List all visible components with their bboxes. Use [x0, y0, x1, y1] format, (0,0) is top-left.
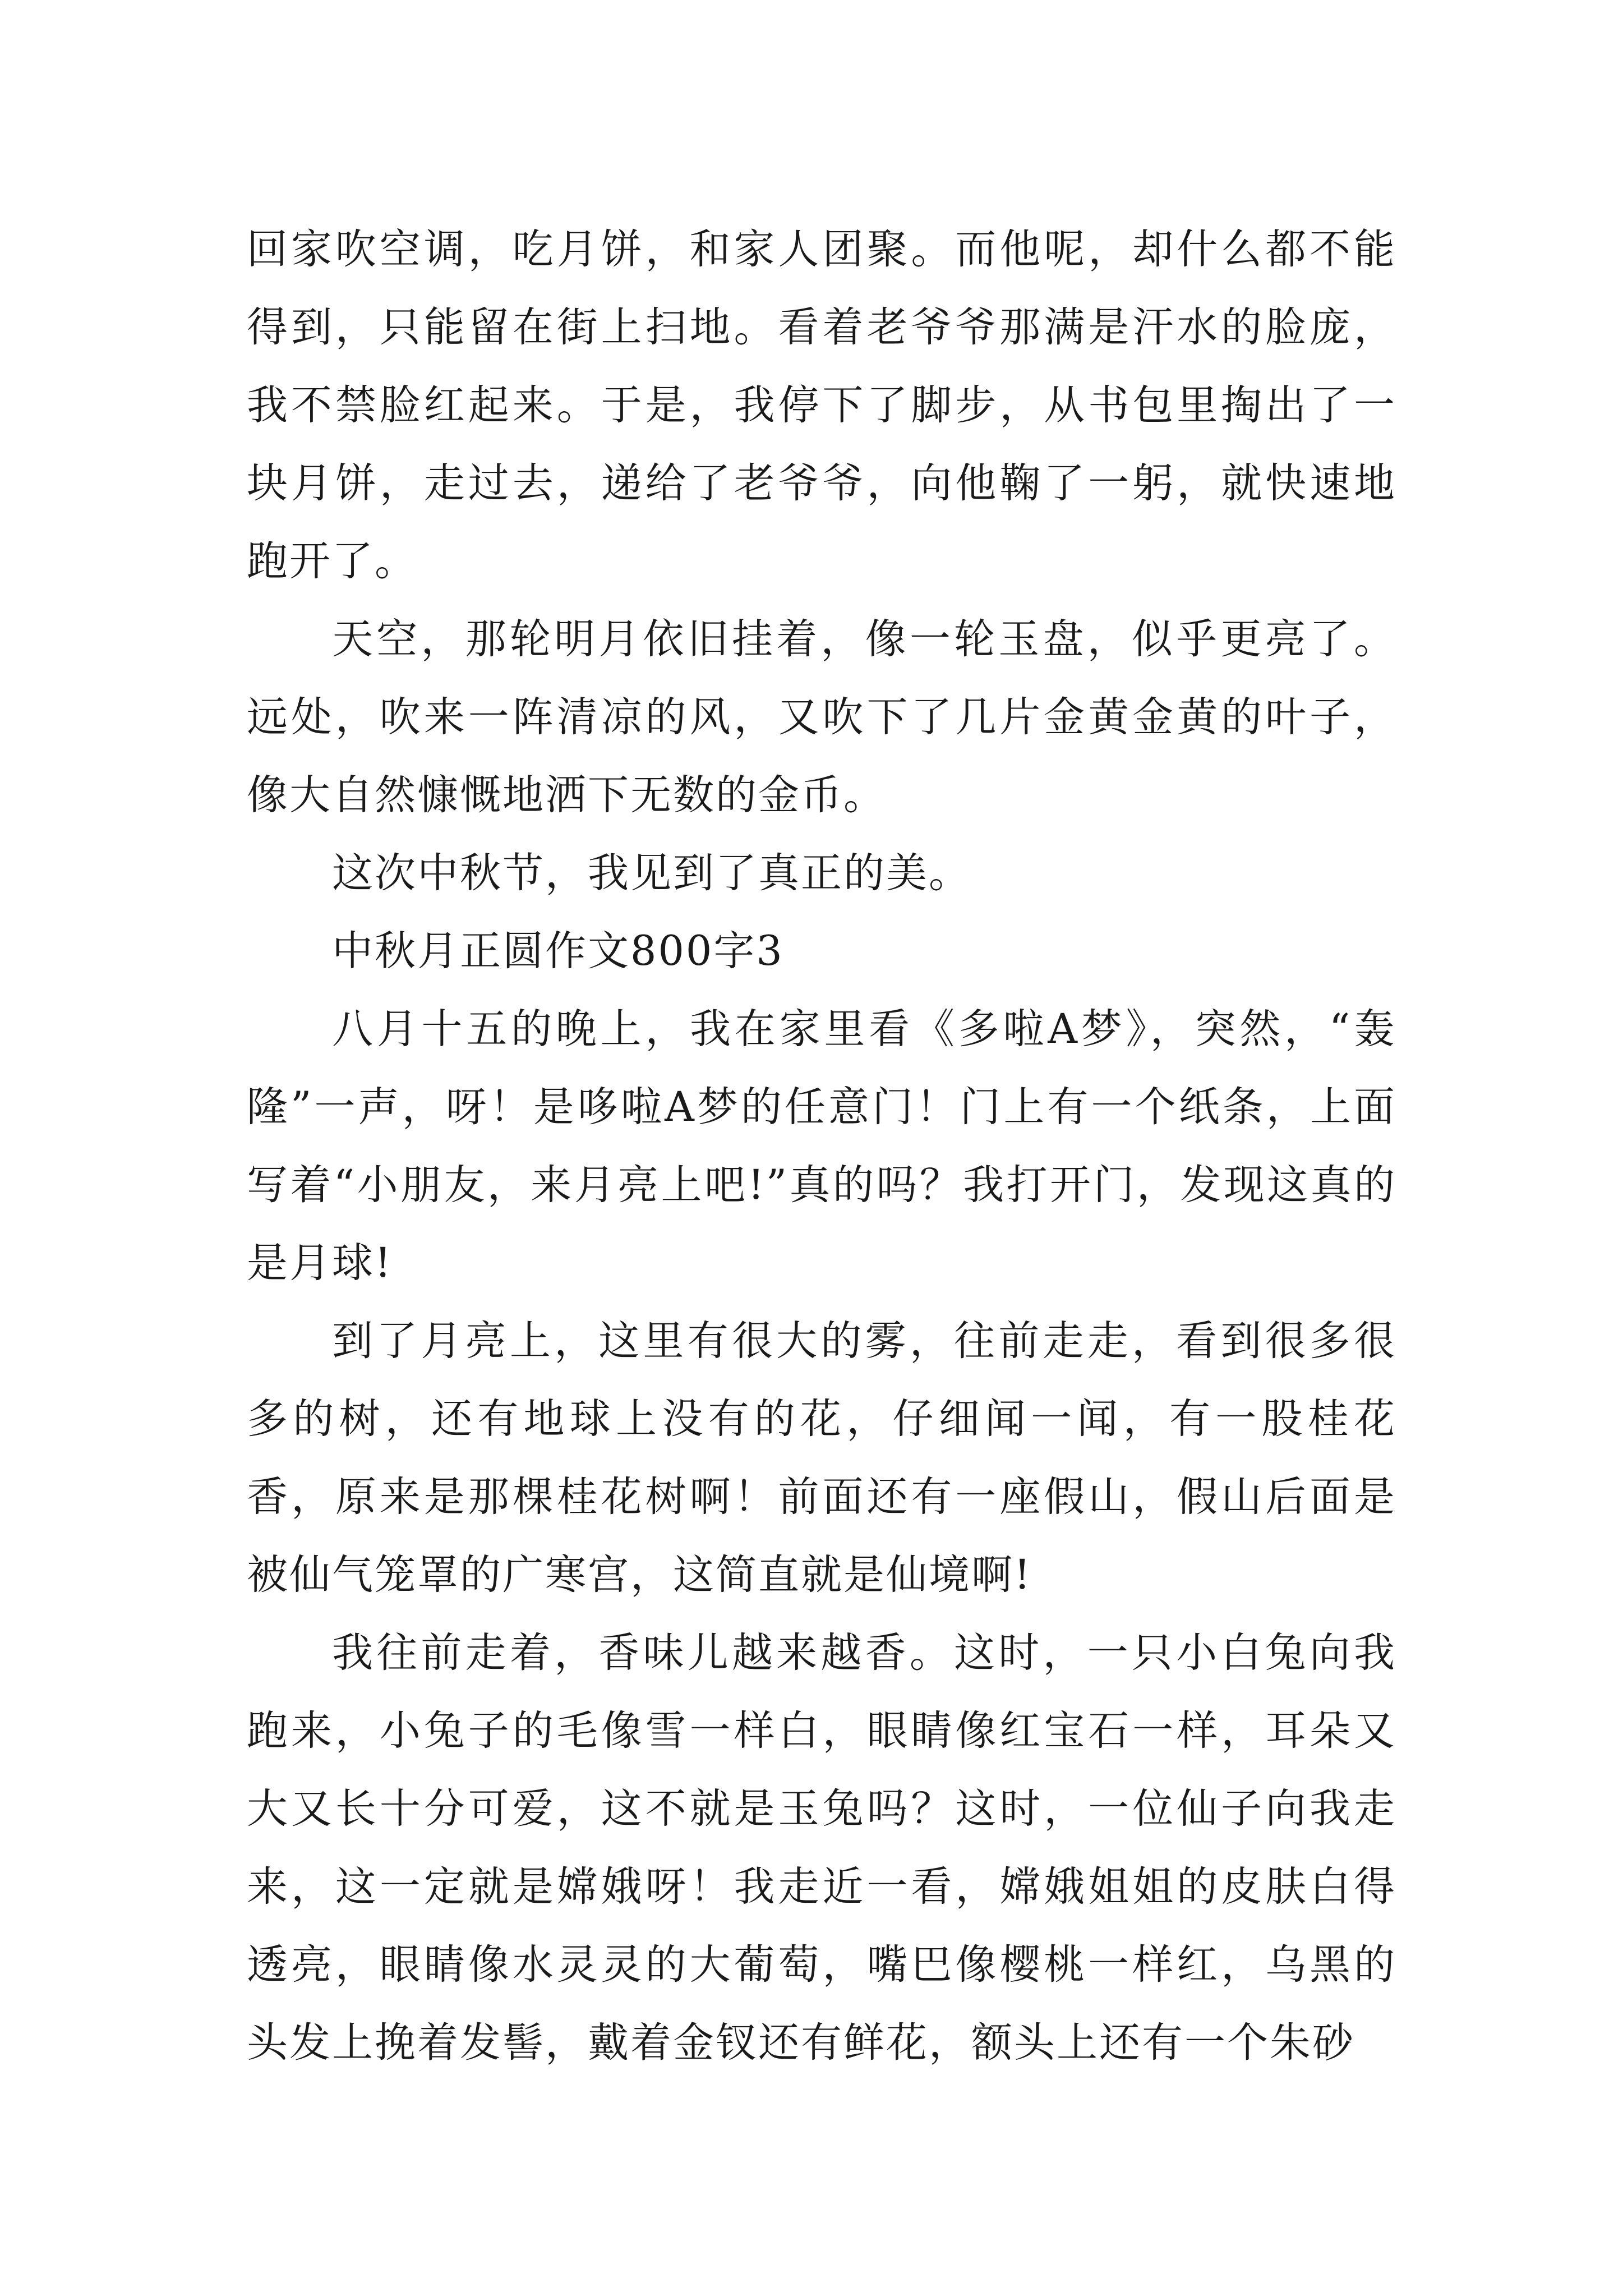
paragraph-6: 到了月亮上，这里有很大的雾，往前走走，看到很多很多的树，还有地球上没有的花，仔细闻一闻，有一股桂花香，原来是那棵桂花树啊！前面还有一座假山，假山后面是被仙气笼罩的广寒宫，这简直就是仙境啊!: [247, 1317, 1396, 1599]
paragraph-5: 八月十五的晚上，我在家里看《多啦A梦》，突然，“轰隆”一声，呀！是哆啦A梦的任意门！门上有一个纸条，上面写着“小朋友，来月亮上吧!”真的吗？我打开门，发现这真的是月球!: [247, 1005, 1396, 1287]
paragraph-1: 回家吹空调，吃月饼，和家人团聚。而他呢，却什么都不能得到，只能留在街上扫地。看着老爷爷那满是汗水的脸庞，我不禁脸红起来。于是，我停下了脚步，从书包里掏出了一块月饼，走过去，递给了老爷爷，向他鞠了一躬，就快速地跑开了。: [247, 226, 1396, 585]
paragraph-7: 我往前走着，香味儿越来越香。这时，一只小白兔向我跑来，小兔子的毛像雪一样白，眼睛像红宝石一样，耳朵又大又长十分可爱，这不就是玉兔吗？这时，一位仙子向我走来，这一定就是嫦娥呀！我走近一看，嫦娥姐姐的皮肤白得透亮，眼睛像水灵灵的大葡萄，嘴巴像樱桃一样红，乌黑的头发上挽着发髻，戴着金钗还有鲜花，额头上还有一个朱砂: [247, 1629, 1396, 2067]
paragraph-2: 天空，那轮明月依旧挂着，像一轮玉盘，似乎更亮了。远处，吹来一阵清凉的风，又吹下了几片金黄金黄的叶子，像大自然慷慨地洒下无数的金币。: [247, 615, 1396, 819]
paragraph-3: 这次中秋节，我见到了真正的美。: [332, 849, 971, 897]
section-heading: 中秋月正圆作文800字3: [332, 927, 784, 975]
document-body: [247, 210, 1396, 2082]
